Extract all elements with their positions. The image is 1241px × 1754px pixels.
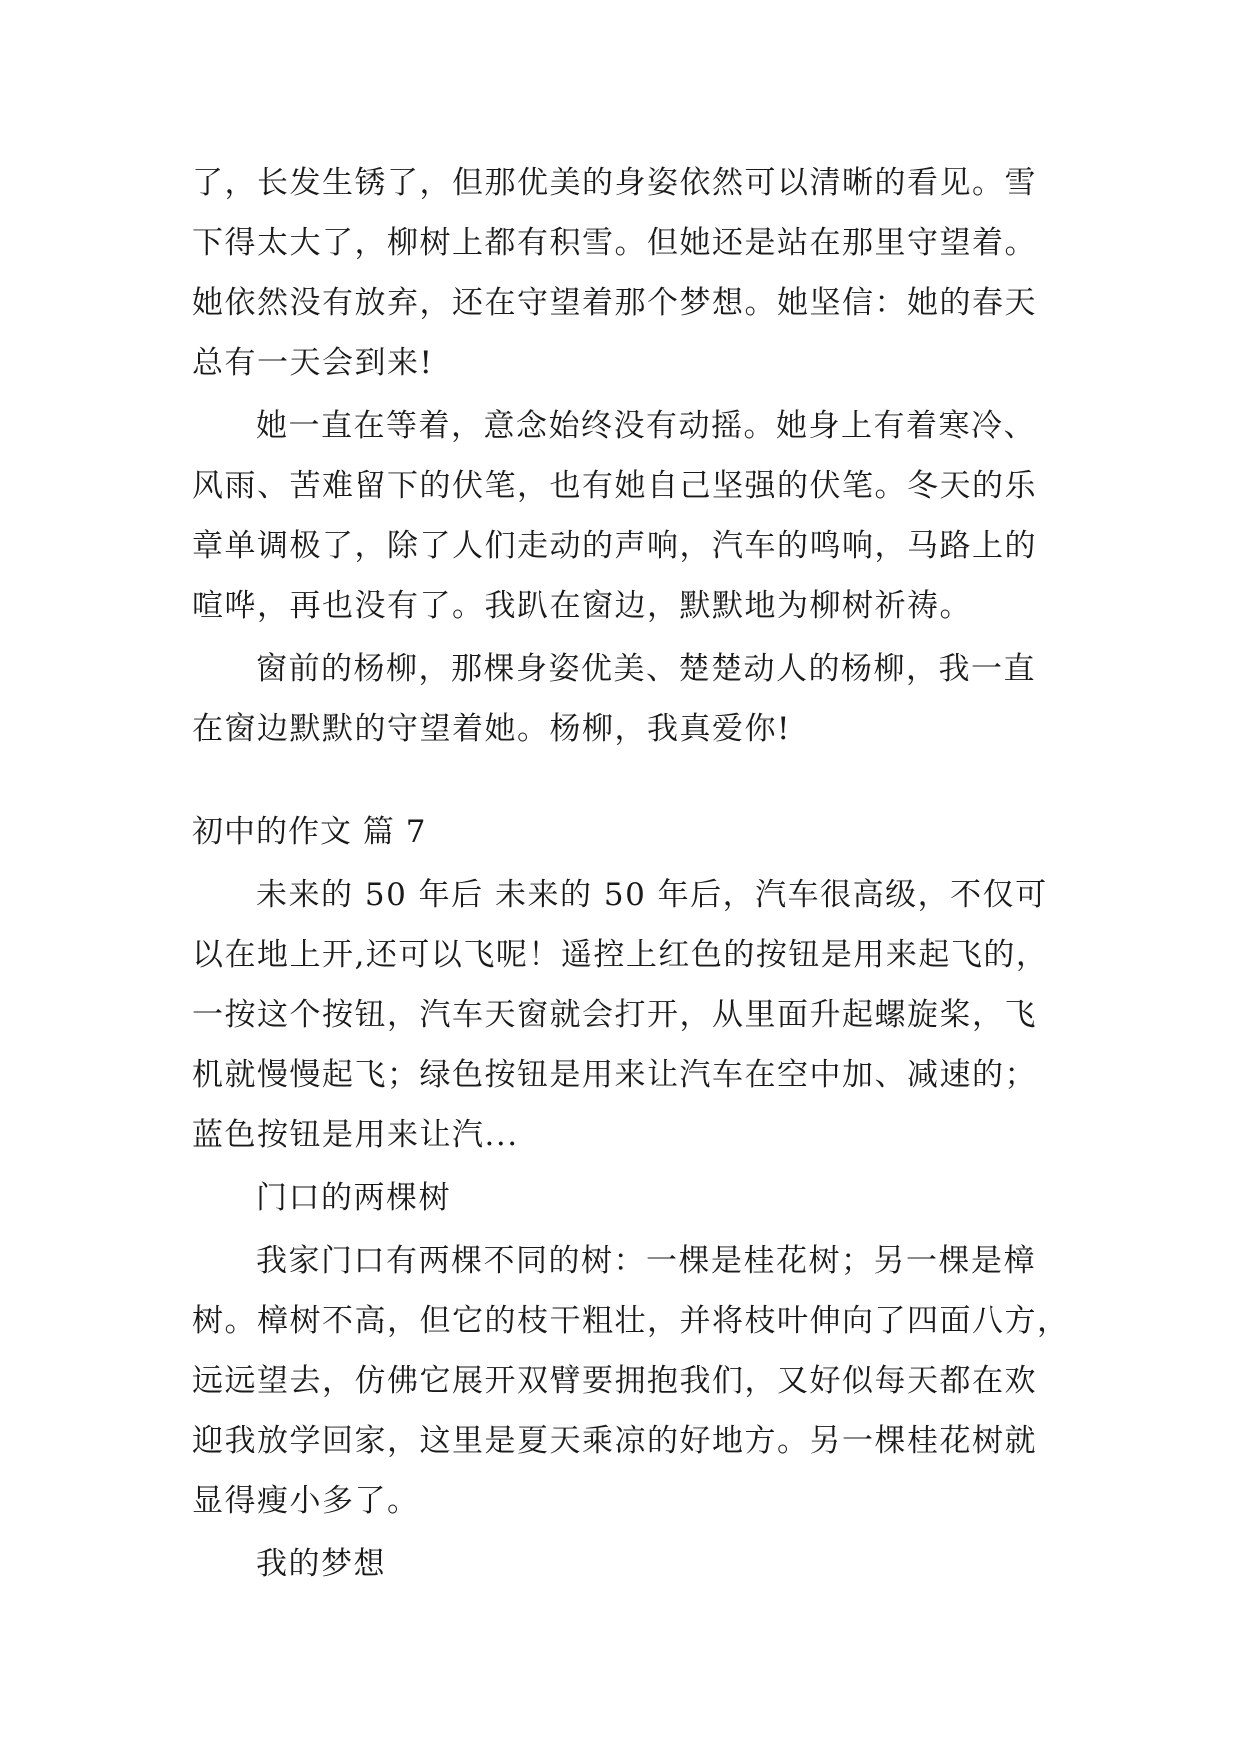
- paragraph-line: 未来的 50 年后 未来的 50 年后，汽车很高级，不仅可: [256, 877, 1048, 913]
- paragraph-line: 迎我放学回家，这里是夏天乘凉的好地方。另一棵桂花树就: [192, 1423, 1037, 1459]
- paragraph-line: 章单调极了，除了人们走动的声响，汽车的鸣响，马路上的: [192, 528, 1037, 564]
- paragraph-line: 喧哗，再也没有了。我趴在窗边，默默地为柳树祈祷。: [192, 588, 972, 624]
- paragraph-line: 远远望去，仿佛它展开双臂要拥抱我们，又好似每天都在欢: [192, 1363, 1037, 1399]
- subtitle: 我的梦想: [256, 1546, 386, 1582]
- paragraph-line: 总有一天会到来!: [192, 345, 434, 381]
- paragraph-line: 以在地上开,还可以飞呢！遥控上红色的按钮是用来起飞的，: [192, 937, 1049, 973]
- paragraph-line: 了，长发生锈了，但那优美的身姿依然可以清晰的看见。雪: [192, 165, 1037, 201]
- paragraph-line: 一按这个按钮，汽车天窗就会打开，从里面升起螺旋桨，飞: [192, 997, 1037, 1033]
- paragraph-line: 她依然没有放弃，还在守望着那个梦想。她坚信：她的春天: [192, 285, 1037, 321]
- section-heading: 初中的作文 篇 7: [192, 814, 427, 850]
- paragraph-line: 下得太大了，柳树上都有积雪。但她还是站在那里守望着。: [192, 225, 1037, 261]
- paragraph-line: 在窗边默默的守望着她。杨柳，我真爱你!: [192, 711, 791, 747]
- paragraph-line: 我家门口有两棵不同的树：一棵是桂花树；另一棵是樟: [256, 1243, 1036, 1279]
- paragraph-line: 风雨、苦难留下的伏笔，也有她自己坚强的伏笔。冬天的乐: [192, 468, 1037, 504]
- paragraph-line: 蓝色按钮是用来让汽...: [192, 1117, 519, 1153]
- paragraph-line: 她一直在等着，意念始终没有动摇。她身上有着寒冷、: [256, 408, 1036, 444]
- paragraph-line: 显得瘦小多了。: [192, 1483, 420, 1519]
- paragraph-line: 树。樟树不高，但它的枝干粗壮，并将枝叶伸向了四面八方，: [192, 1303, 1070, 1339]
- paragraph-line: 机就慢慢起飞；绿色按钮是用来让汽车在空中加、减速的；: [192, 1057, 1037, 1093]
- paragraph-line: 窗前的杨柳，那棵身姿优美、楚楚动人的杨柳，我一直: [256, 651, 1036, 687]
- subtitle: 门口的两棵树: [256, 1180, 451, 1216]
